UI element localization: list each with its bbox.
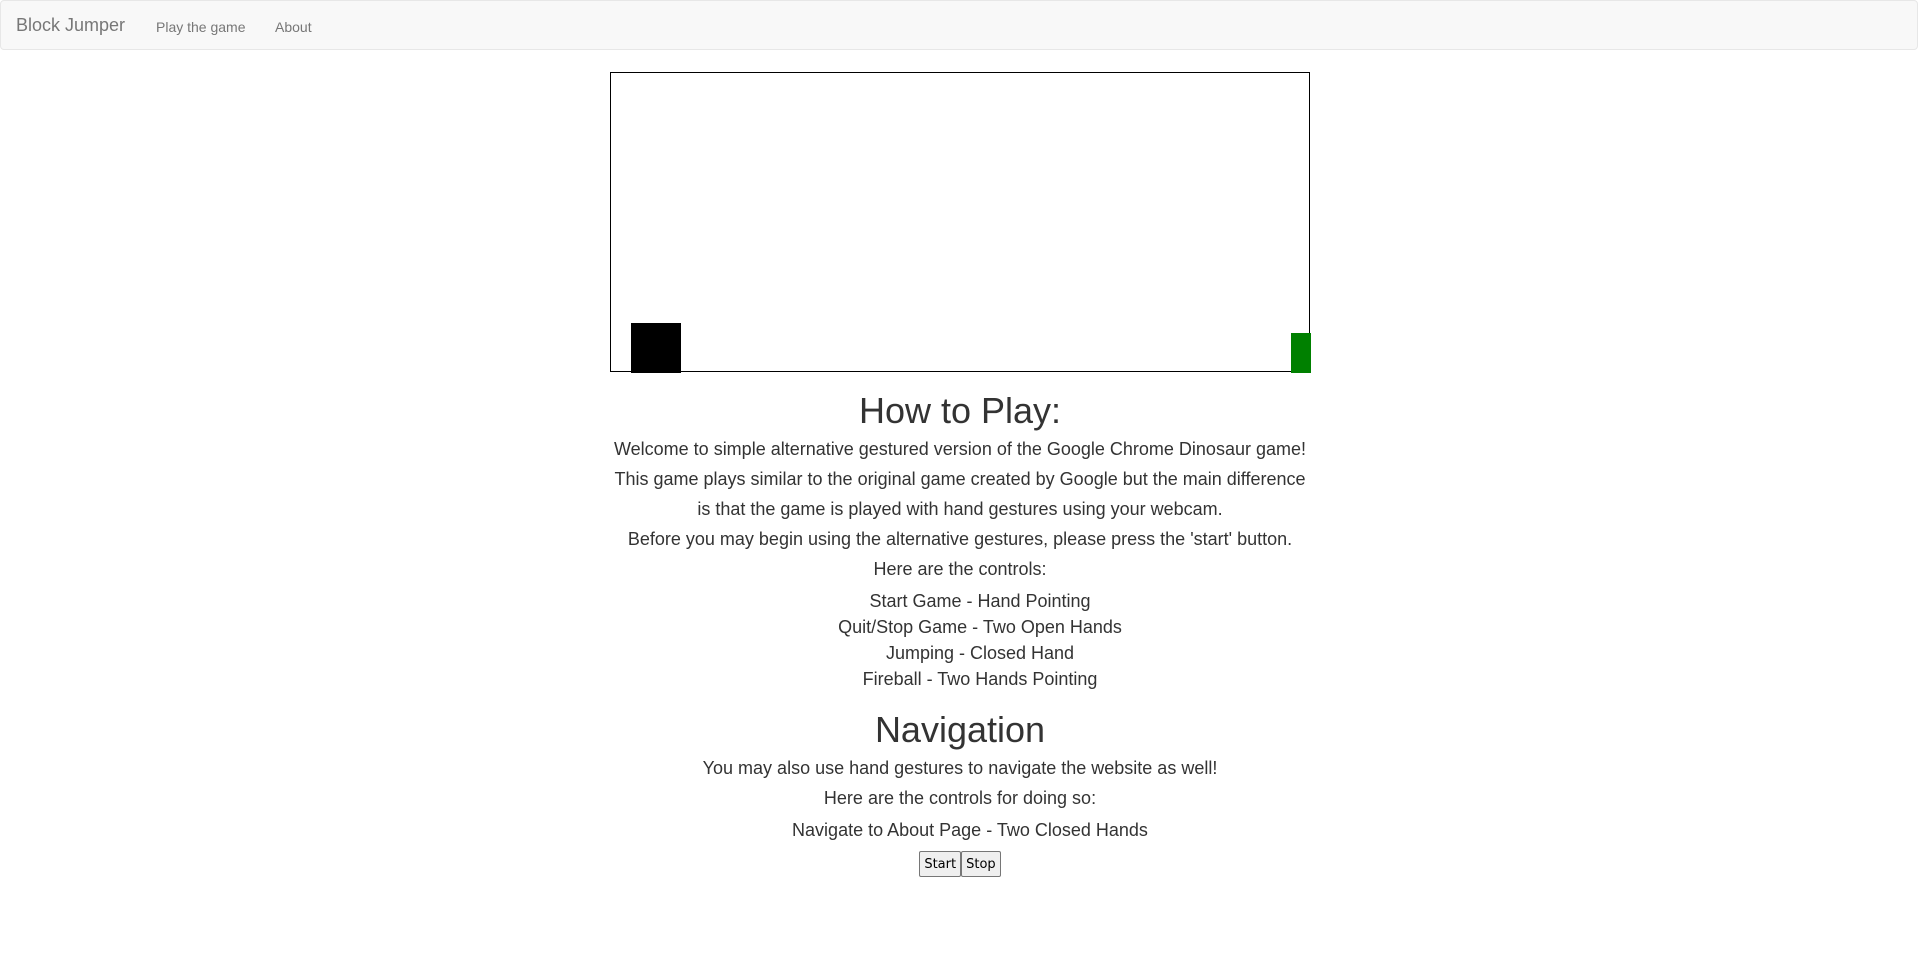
controls-intro: Here are the controls: (873, 559, 1047, 579)
brand-link[interactable]: Block Jumper (16, 15, 126, 35)
stop-button[interactable]: Stop (961, 851, 1001, 877)
intro-line: This game plays similar to the original game created by Google but the main difference (614, 469, 1306, 489)
control-item: Fireball - Two Hands Pointing (862, 669, 1098, 689)
navbar (0, 0, 1918, 50)
button-row (460, 851, 1460, 877)
navigation-heading: Navigation (874, 709, 1046, 750)
instructions (460, 388, 1460, 877)
navigation-controls-list (460, 817, 1460, 843)
start-button[interactable]: Start (919, 851, 961, 877)
game-controls-list (460, 588, 1460, 692)
intro-line: Before you may begin using the alternative gestures, please press the 'start' button. (627, 529, 1293, 549)
intro-line: Welcome to simple alternative gestured version of the Google Chrome Dinosaur game! (613, 439, 1306, 459)
nav-play-the-game[interactable]: Play the game (156, 19, 246, 35)
control-item: Jumping - Closed Hand (885, 643, 1075, 663)
intro-line: is that the game is played with hand gestures using your webcam. (697, 499, 1223, 519)
navigation-line: You may also use hand gestures to navigate the website as well! (702, 758, 1218, 778)
game-canvas[interactable] (610, 72, 1310, 372)
control-item: Start Game - Hand Pointing (869, 591, 1091, 611)
nav-about[interactable]: About (275, 19, 312, 35)
control-item: Quit/Stop Game - Two Open Hands (838, 617, 1122, 637)
how-to-play-heading: How to Play: (858, 390, 1062, 431)
navigation-line: Here are the controls for doing so: (823, 788, 1097, 808)
player-block (631, 323, 681, 373)
control-item: Navigate to About Page - Two Closed Hands (792, 820, 1148, 840)
obstacle-block (1291, 333, 1311, 373)
